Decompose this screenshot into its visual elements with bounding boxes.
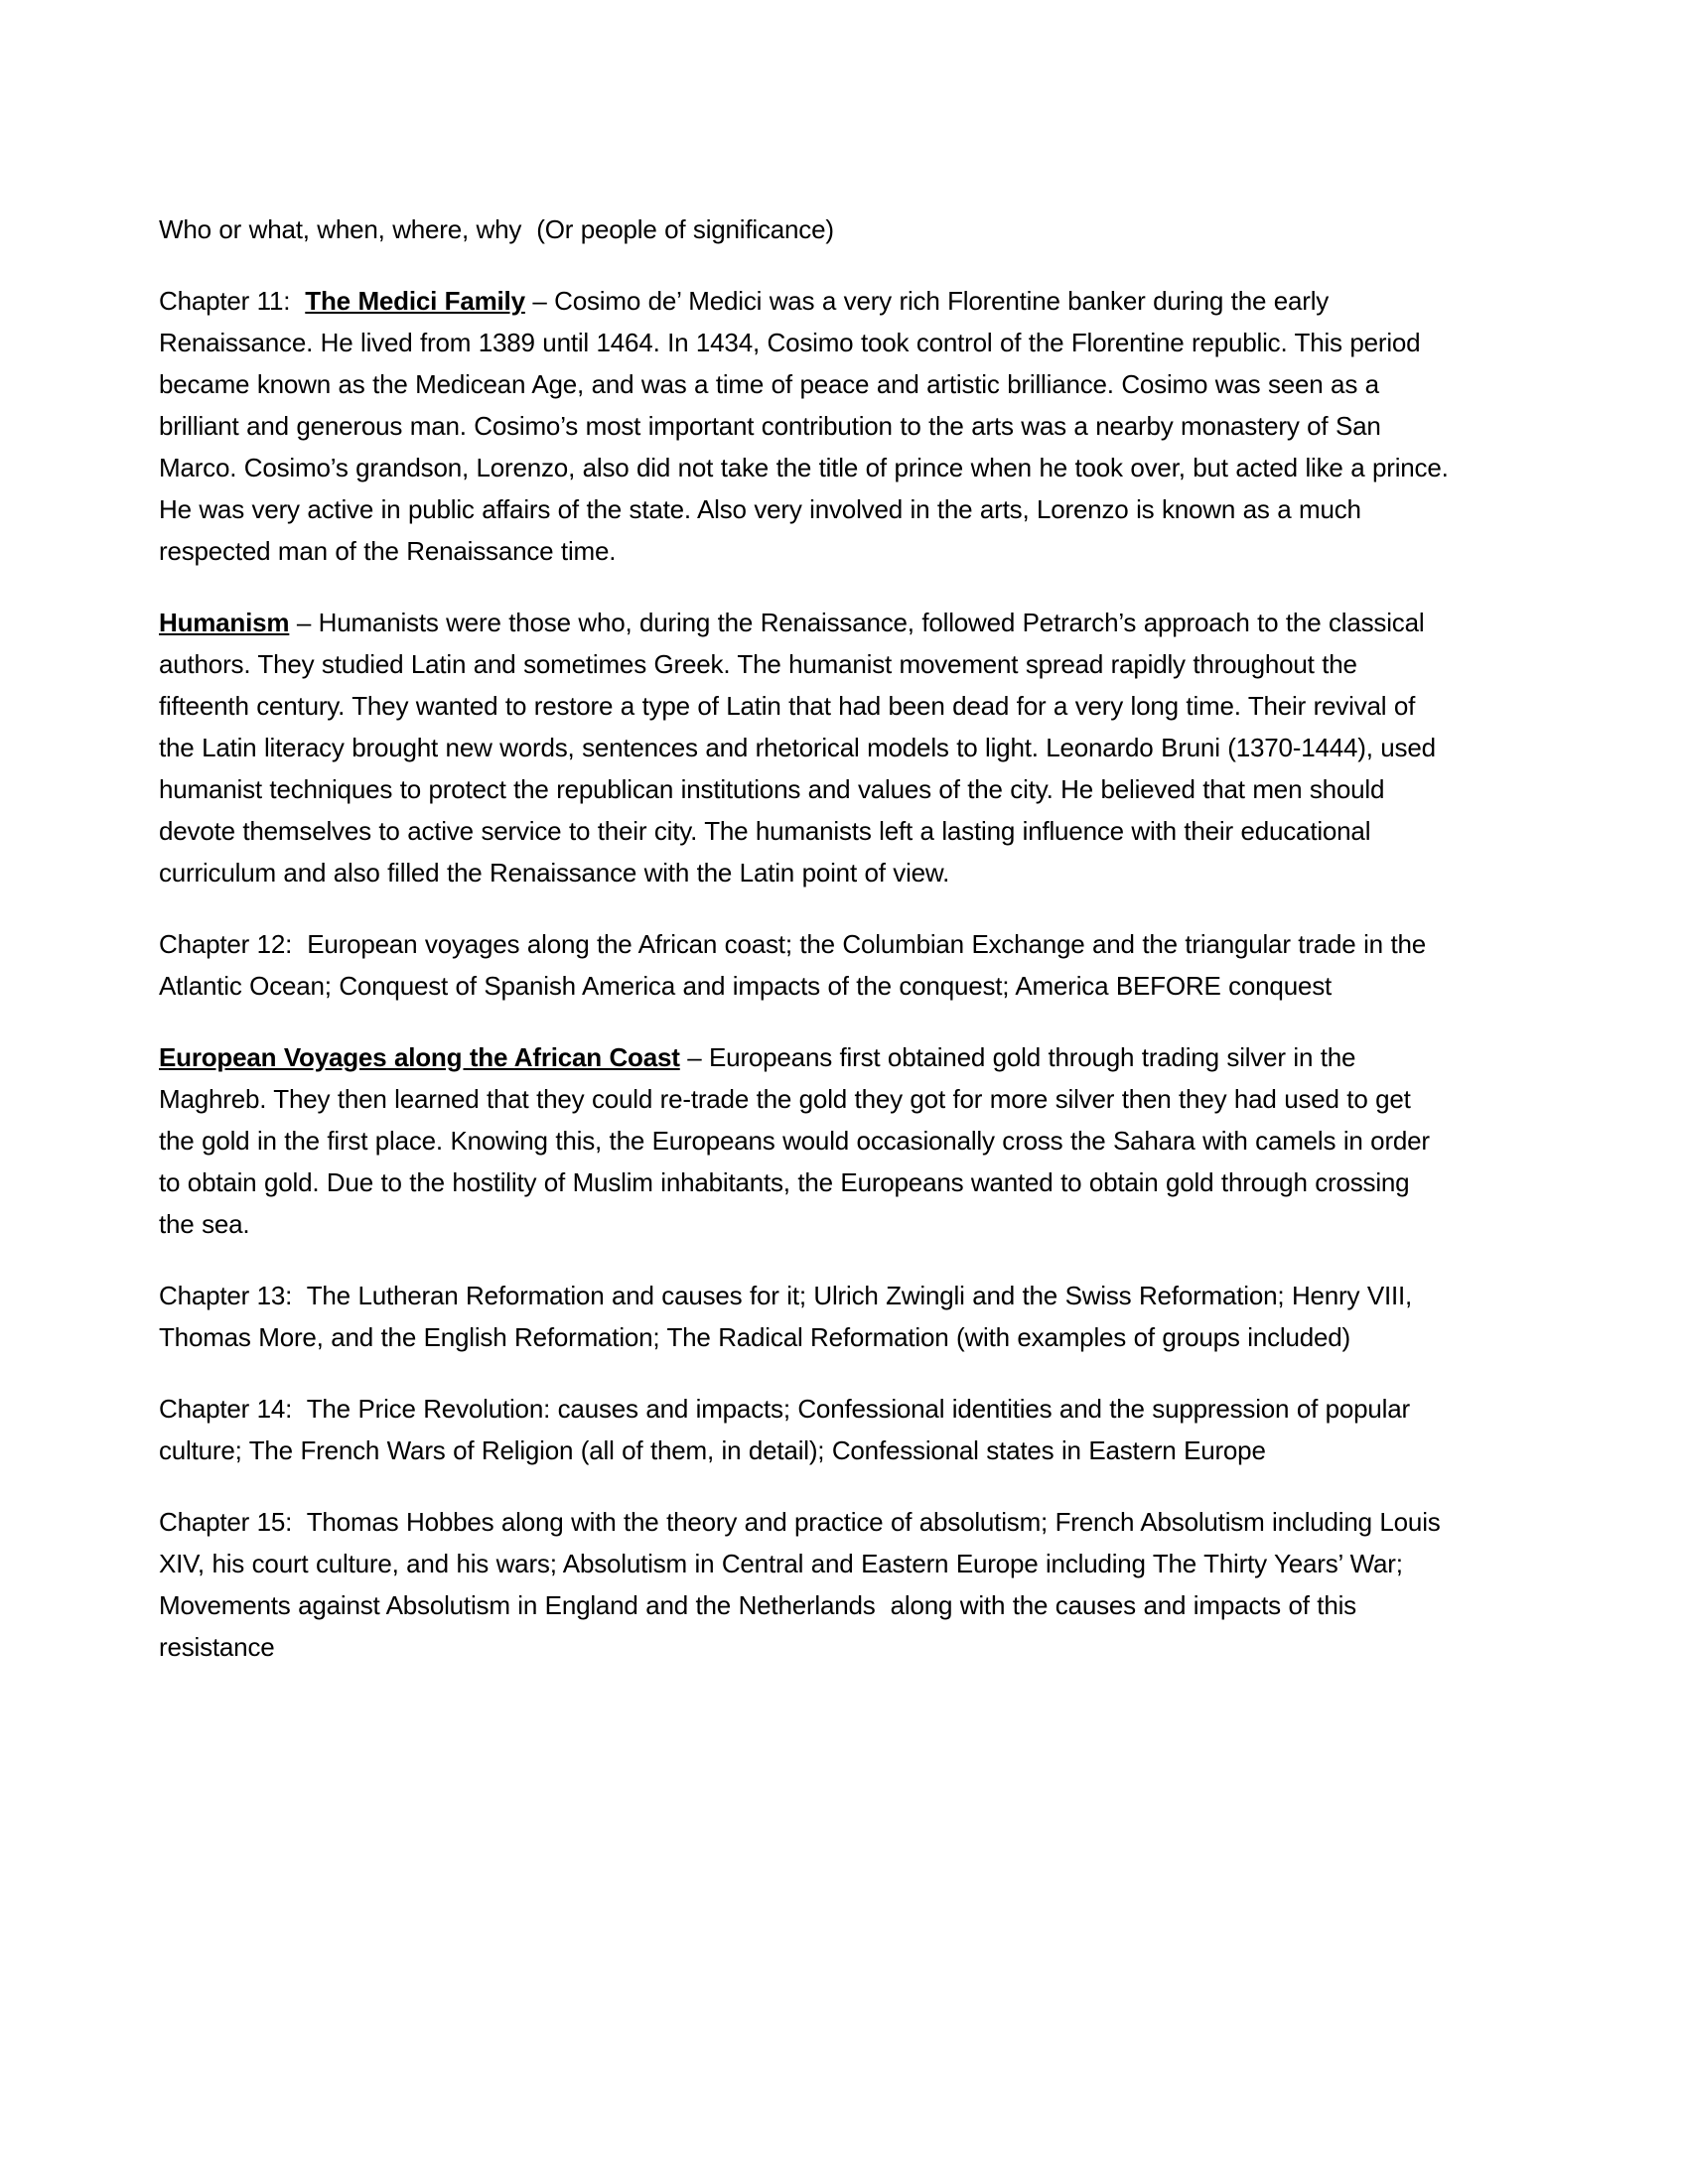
document-body [159, 208, 1457, 1698]
document-paragraph [159, 208, 1450, 250]
document-paragraph [159, 280, 1457, 572]
paragraph-text-run: Chapter 14: The Price Revolution: causes and impacts; Confessional identities and the suppression of popular culture; The French Wars of Religion (all of them, in detail); Confessional states in Eastern Europe [159, 1394, 1418, 1465]
paragraph-text-run: – Europeans first obtained gold through trading silver in the Maghreb. They then learned that they could re-trade the gold they got for more silver then they had used to get the gold in the first place. Knowing this, the Europeans would occasionally cross the Sahara with camels in order to obtain gold. Due to the hostility of Muslim inhabitants, the Europeans wanted to obtain gold through crossing the sea. [159, 1042, 1438, 1239]
document-paragraph [159, 1388, 1450, 1471]
document-paragraph [159, 602, 1450, 893]
document-paragraph [159, 1036, 1450, 1245]
paragraph-heading-run: European Voyages along the African Coast [159, 1042, 680, 1072]
paragraph-text-run: Chapter 13: The Lutheran Reformation and causes for it; Ulrich Zwingli and the Swiss Reformation; Henry VIII, Thomas More, and the English Reformation; The Radical Reformation (with examples of groups included) [159, 1281, 1420, 1352]
paragraph-heading-run: Humanism [159, 608, 290, 637]
paragraph-heading-run: The Medici Family [305, 286, 525, 316]
paragraph-text-run: Who or what, when, where, why (Or people of significance) [159, 214, 834, 244]
paragraph-text-run: Chapter 15: Thomas Hobbes along with the theory and practice of absolutism; French Absolutism including Louis XIV, his court culture, and his wars; Absolutism in Central and Eastern Europe including The Thirty Years’ War; Movements against Absolutism in England and the Netherlands along with the causes and impacts of this resistance [159, 1507, 1449, 1662]
document-paragraph [159, 1501, 1450, 1668]
paragraph-text-run: Chapter 11: [159, 286, 306, 316]
document-paragraph [159, 1275, 1450, 1358]
paragraph-text-run: – Cosimo de’ Medici was a very rich Florentine banker during the early Renaissance. He lived from 1389 until 1464. In 1434, Cosimo took control of the Florentine republic. This period became known as the Medicean Age, and was a time of peace and artistic brilliance. Cosimo was seen as a brilliant and generous man. Cosimo’s most important contribution to the arts was a nearby monastery of San Marco. Cosimo’s grandson, Lorenzo, also did not take the title of prince when he took over, but acted like a prince. He was very active in public affairs of the state. Also very involved in the arts, Lorenzo is known as a much respected man of the Renaissance time. [159, 286, 1457, 566]
document-paragraph [159, 923, 1450, 1007]
paragraph-text-run: Chapter 12: European voyages along the African coast; the Columbian Exchange and the triangular trade in the Atlantic Ocean; Conquest of Spanish America and impacts of the conquest; America BEFORE conquest [159, 929, 1433, 1001]
paragraph-text-run: – Humanists were those who, during the Renaissance, followed Petrarch’s approach to the classical authors. They studied Latin and sometimes Greek. The humanist movement spread rapidly throughout the fifteenth century. They wanted to restore a type of Latin that had been dead for a very long time. Their revival of the Latin literacy brought new words, sentences and rhetorical models to light. Leonardo Bruni (1370-1444), used humanist techniques to protect the republican institutions and values of the city. He believed that men should devote themselves to active service to their city. The humanists left a lasting influence with their educational curriculum and also filled the Renaissance with the Latin point of view. [159, 608, 1444, 887]
